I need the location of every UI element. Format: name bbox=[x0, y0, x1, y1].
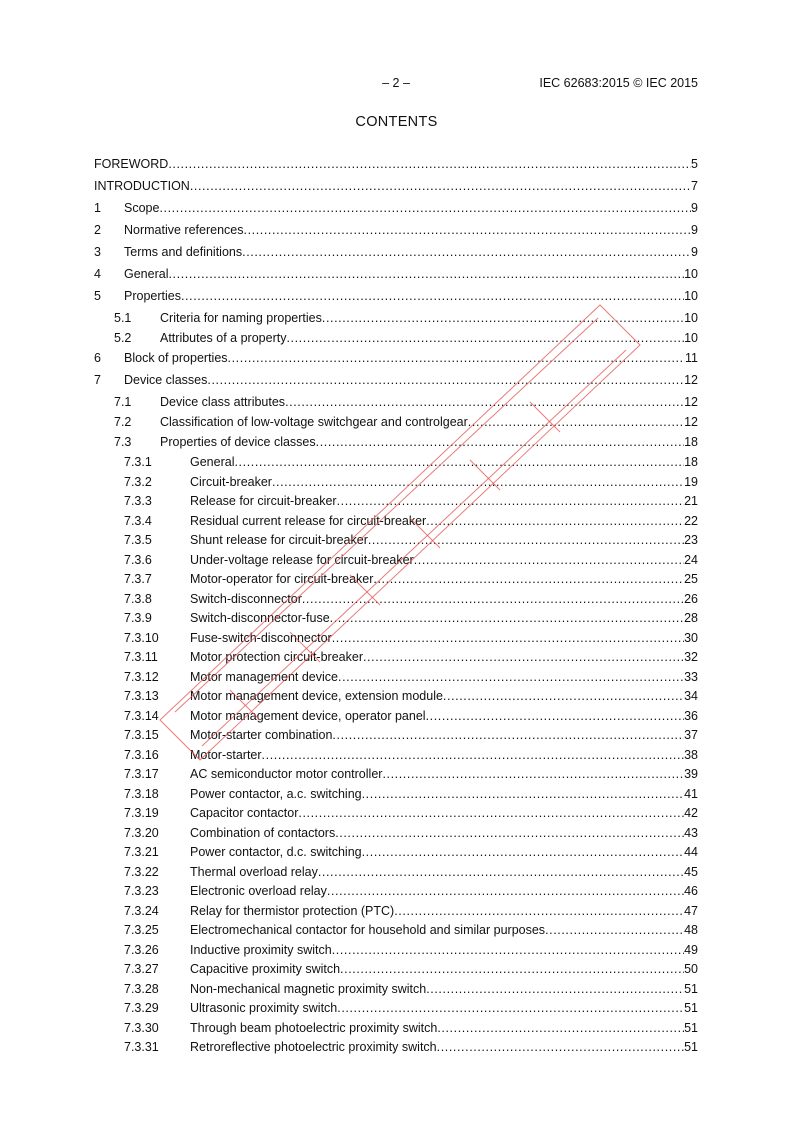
toc-entry-page: 39 bbox=[684, 767, 698, 781]
toc-entry-page: 21 bbox=[684, 494, 698, 508]
toc-entry-number: 7.3.18 bbox=[124, 786, 159, 801]
toc-leader-dots bbox=[332, 728, 684, 742]
toc-entry-number: 7.3.8 bbox=[124, 591, 152, 606]
toc-leader-dots bbox=[363, 650, 684, 664]
toc-leader-dots bbox=[426, 514, 684, 528]
toc-entry-number: 7.3.29 bbox=[124, 1001, 159, 1015]
toc-entry[interactable] bbox=[94, 943, 698, 963]
toc-entry-page: 51 bbox=[684, 1001, 698, 1015]
toc-entry-title: Fuse-switch-disconnector bbox=[190, 630, 332, 645]
toc-entry[interactable] bbox=[94, 553, 698, 573]
toc-entry[interactable] bbox=[94, 435, 698, 455]
toc-leader-dots bbox=[426, 982, 684, 996]
toc-entry[interactable] bbox=[94, 728, 698, 748]
toc-entry-number: 7.3.20 bbox=[124, 825, 159, 840]
toc-entry-number: 7.3.13 bbox=[124, 689, 159, 703]
toc-entry-page: 50 bbox=[684, 962, 698, 976]
toc-entry-number: 7.3 bbox=[114, 435, 132, 449]
toc-entry[interactable] bbox=[94, 1040, 698, 1060]
toc-entry[interactable] bbox=[94, 748, 698, 768]
toc-entry-page: 10 bbox=[684, 289, 698, 303]
toc-leader-dots bbox=[207, 373, 684, 387]
toc-leader-dots bbox=[373, 572, 684, 586]
toc-entry-number: 7.3.21 bbox=[124, 845, 159, 859]
toc-leader-dots bbox=[382, 767, 684, 781]
toc-entry-page: 9 bbox=[691, 223, 698, 237]
toc-entry-page: 34 bbox=[684, 689, 698, 703]
toc-entry-page: 47 bbox=[684, 903, 698, 918]
toc-leader-dots bbox=[286, 331, 684, 345]
toc-entry-page: 23 bbox=[684, 533, 698, 547]
toc-entry-title: Ultrasonic proximity switch bbox=[190, 1001, 338, 1015]
toc-entry-number: 7.3.14 bbox=[124, 708, 159, 723]
toc-entry-page: 32 bbox=[684, 650, 698, 664]
toc-entry-page: 36 bbox=[684, 708, 698, 723]
toc-entry-page: 30 bbox=[684, 630, 698, 645]
toc-leader-dots bbox=[337, 1001, 684, 1015]
toc-entry[interactable] bbox=[94, 865, 698, 885]
toc-entry[interactable] bbox=[94, 592, 698, 612]
toc-entry-title: Inductive proximity switch bbox=[190, 942, 332, 957]
toc-entry-title: Criteria for naming properties bbox=[160, 311, 322, 325]
toc-entry[interactable] bbox=[94, 267, 698, 289]
toc-entry-title: Attributes of a property bbox=[160, 331, 287, 345]
toc-leader-dots bbox=[262, 748, 685, 762]
toc-entry-number: 7.3.5 bbox=[124, 533, 152, 547]
toc-entry-page: 12 bbox=[684, 395, 698, 409]
toc-entry-number: 5.2 bbox=[114, 331, 132, 345]
toc-entry-title: Block of properties bbox=[124, 351, 228, 365]
toc-entry-number: 7.3.6 bbox=[124, 552, 152, 567]
toc-entry-page: 11 bbox=[685, 351, 698, 365]
toc-entry-title: Electronic overload relay bbox=[190, 884, 327, 898]
toc-entry-page: 44 bbox=[684, 845, 698, 859]
toc-entry-page: 51 bbox=[684, 1040, 698, 1054]
toc-leader-dots bbox=[228, 351, 685, 365]
toc-entry-title: Motor-operator for circuit-breaker bbox=[190, 572, 374, 586]
toc-leader-dots bbox=[242, 245, 691, 259]
toc-entry-number: 7.3.15 bbox=[124, 728, 159, 742]
toc-entry[interactable] bbox=[94, 904, 698, 924]
toc-entry-number: 7.3.9 bbox=[124, 611, 152, 625]
toc-entry-title: General bbox=[124, 267, 169, 281]
toc-entry-number: 3 bbox=[94, 245, 101, 259]
toc-entry-page: 25 bbox=[684, 572, 698, 586]
toc-leader-dots bbox=[362, 787, 684, 801]
toc-leader-dots bbox=[443, 689, 684, 703]
toc-leader-dots bbox=[234, 455, 684, 469]
toc-entry-title: Combination of contactors bbox=[190, 825, 336, 840]
toc-entry[interactable] bbox=[94, 179, 698, 201]
toc-entry-number: 7.3.12 bbox=[124, 669, 159, 684]
toc-entry-page: 22 bbox=[684, 513, 698, 528]
toc-entry-title: Power contactor, d.c. switching bbox=[190, 845, 362, 859]
toc-entry-number: 7.1 bbox=[114, 395, 132, 409]
toc-entry-number: 7.3.3 bbox=[124, 494, 152, 508]
toc-leader-dots bbox=[318, 865, 684, 879]
toc-entry-title: Capacitor contactor bbox=[190, 806, 299, 820]
toc-entry[interactable] bbox=[94, 767, 698, 787]
toc-entry[interactable] bbox=[94, 157, 698, 179]
toc-entry-number: 5.1 bbox=[114, 311, 132, 325]
page-header bbox=[94, 76, 698, 94]
toc-entry-number: 7.3.7 bbox=[124, 572, 152, 586]
toc-entry-page: 10 bbox=[684, 331, 698, 345]
page-number: – 2 – bbox=[382, 76, 410, 90]
toc-entry-number: 6 bbox=[94, 351, 101, 365]
toc-entry[interactable] bbox=[94, 289, 698, 311]
toc-entry[interactable] bbox=[94, 373, 698, 395]
toc-entry-title: Capacitive proximity switch bbox=[190, 962, 341, 976]
toc-leader-dots bbox=[426, 709, 685, 723]
toc-entry-number: 7.3.16 bbox=[124, 747, 159, 762]
toc-leader-dots bbox=[338, 670, 684, 684]
toc-entry-page: 45 bbox=[684, 864, 698, 879]
standard-reference: IEC 62683:2015 © IEC 2015 bbox=[539, 76, 698, 90]
toc-entry-title: Motor management device, extension module bbox=[190, 689, 443, 703]
toc-leader-dots bbox=[168, 157, 691, 171]
toc-entry-page: 10 bbox=[684, 311, 698, 325]
toc-entry-number: 7.3.31 bbox=[124, 1040, 159, 1054]
toc-entry-page: 10 bbox=[684, 267, 698, 281]
toc-entry[interactable] bbox=[94, 311, 698, 331]
toc-entry-title: Retroreflective photoelectric proximity switch bbox=[190, 1040, 437, 1054]
toc-leader-dots bbox=[337, 494, 685, 508]
toc-leader-dots bbox=[437, 1021, 684, 1035]
toc-entry-page: 43 bbox=[684, 825, 698, 840]
toc-leader-dots bbox=[159, 201, 691, 215]
toc-entry-number: 7 bbox=[94, 373, 101, 387]
toc-entry[interactable] bbox=[94, 962, 698, 982]
toc-leader-dots bbox=[190, 179, 691, 193]
toc-entry-title: Motor-starter combination bbox=[190, 728, 333, 742]
toc-entry-title: Device class attributes bbox=[160, 395, 286, 409]
toc-entry-number: 5 bbox=[94, 289, 101, 303]
toc-entry-title: Shunt release for circuit-breaker bbox=[190, 533, 368, 547]
contents-title: CONTENTS bbox=[355, 114, 438, 130]
toc-leader-dots bbox=[340, 962, 684, 976]
toc-leader-dots bbox=[437, 1040, 684, 1054]
toc-entry[interactable] bbox=[94, 572, 698, 592]
toc-entry-number: 7.3.4 bbox=[124, 513, 152, 528]
toc-entry-title: Residual current release for circuit-breaker bbox=[190, 513, 427, 528]
toc-entry[interactable] bbox=[94, 982, 698, 1002]
toc-entry-title: Classification of low-voltage switchgear and controlgear bbox=[160, 415, 468, 429]
toc-entry[interactable] bbox=[94, 650, 698, 670]
toc-entry-number: 7.3.24 bbox=[124, 903, 159, 918]
toc-leader-dots bbox=[272, 475, 684, 489]
toc-entry[interactable] bbox=[94, 787, 698, 807]
toc-entry-title: Under-voltage release for circuit-breaker bbox=[190, 552, 414, 567]
toc-entry-page: 33 bbox=[684, 669, 698, 684]
toc-leader-dots bbox=[322, 311, 684, 325]
toc-leader-dots bbox=[316, 435, 684, 449]
toc-entry-page: 38 bbox=[684, 747, 698, 762]
toc-entry-title: Release for circuit-breaker bbox=[190, 494, 337, 508]
toc-entry-title: Motor management device, operator panel bbox=[190, 708, 426, 723]
toc-entry-page: 12 bbox=[684, 415, 698, 429]
toc-leader-dots bbox=[298, 806, 684, 820]
toc-entry-page: 9 bbox=[691, 245, 698, 259]
toc-entry[interactable] bbox=[94, 709, 698, 729]
toc-leader-dots bbox=[302, 592, 684, 606]
toc-entry-number: 7.3.23 bbox=[124, 884, 159, 898]
toc-leader-dots bbox=[168, 267, 684, 281]
toc-entry-title: Electromechanical contactor for household and similar purposes bbox=[190, 923, 546, 937]
toc-entry-page: 42 bbox=[684, 806, 698, 820]
toc-leader-dots bbox=[414, 553, 684, 567]
toc-entry-number: 7.3.25 bbox=[124, 923, 159, 937]
toc-entry[interactable] bbox=[94, 670, 698, 690]
toc-entry-page: 18 bbox=[684, 455, 698, 469]
toc-entry-title: Power contactor, a.c. switching bbox=[190, 786, 362, 801]
toc-leader-dots bbox=[181, 289, 684, 303]
toc-entry-number: 7.3.1 bbox=[124, 455, 152, 469]
toc-entry[interactable] bbox=[94, 845, 698, 865]
toc-entry-number: 7.3.28 bbox=[124, 981, 159, 996]
toc-entry-page: 51 bbox=[684, 981, 698, 996]
toc-entry[interactable] bbox=[94, 689, 698, 709]
toc-entry-title: Non-mechanical magnetic proximity switch bbox=[190, 981, 427, 996]
toc-entry-title: Device classes bbox=[124, 373, 208, 387]
toc-entry-number: 4 bbox=[94, 267, 101, 281]
toc-entry-page: 12 bbox=[684, 373, 698, 387]
toc-entry-number: 7.2 bbox=[114, 415, 132, 429]
toc-entry-number: 7.3.10 bbox=[124, 630, 159, 645]
toc-entry-page: 37 bbox=[684, 728, 698, 742]
toc-entry-page: 7 bbox=[691, 179, 698, 193]
toc-leader-dots bbox=[327, 884, 684, 898]
toc-entry[interactable] bbox=[94, 806, 698, 826]
toc-leader-dots bbox=[545, 923, 684, 937]
toc-entry[interactable] bbox=[94, 826, 698, 846]
toc-entry-title: INTRODUCTION bbox=[94, 179, 190, 193]
toc-entry-page: 49 bbox=[684, 942, 698, 957]
toc-entry-title: Switch-disconnector-fuse bbox=[190, 611, 330, 625]
toc-entry[interactable] bbox=[94, 923, 698, 943]
toc-entry[interactable] bbox=[94, 494, 698, 514]
toc-leader-dots bbox=[368, 533, 684, 547]
toc-leader-dots bbox=[335, 826, 684, 840]
toc-entry[interactable] bbox=[94, 455, 698, 475]
toc-entry-number: 1 bbox=[94, 201, 101, 215]
toc-entry[interactable] bbox=[94, 514, 698, 534]
toc-entry-title: Properties of device classes bbox=[160, 435, 316, 449]
toc-entry-page: 46 bbox=[684, 884, 698, 898]
toc-entry-title: General bbox=[190, 455, 235, 469]
toc-entry-title: Through beam photoelectric proximity switch bbox=[190, 1020, 438, 1035]
toc-entry-page: 41 bbox=[684, 786, 698, 801]
toc-leader-dots bbox=[468, 415, 684, 429]
toc-entry-page: 51 bbox=[684, 1020, 698, 1035]
toc-entry-page: 48 bbox=[684, 923, 698, 937]
toc-entry[interactable] bbox=[94, 611, 698, 631]
toc-entry-title: Switch-disconnector bbox=[190, 591, 302, 606]
toc-leader-dots bbox=[244, 223, 692, 237]
toc-entry[interactable] bbox=[94, 533, 698, 553]
toc-entry[interactable] bbox=[94, 351, 698, 373]
toc-entry-title: Motor protection circuit-breaker bbox=[190, 650, 363, 664]
toc-entry-number: 7.3.2 bbox=[124, 474, 152, 489]
toc-entry-page: 24 bbox=[684, 552, 698, 567]
toc-entry-title: Thermal overload relay bbox=[190, 864, 318, 879]
toc-leader-dots bbox=[394, 904, 684, 918]
toc-entry[interactable] bbox=[94, 631, 698, 651]
toc-entry-page: 5 bbox=[691, 157, 698, 171]
toc-entry-title: FOREWORD bbox=[94, 157, 169, 171]
toc-entry-number: 7.3.19 bbox=[124, 806, 159, 820]
toc-entry-page: 26 bbox=[684, 591, 698, 606]
toc-entry-number: 7.3.11 bbox=[124, 650, 158, 664]
toc-entry-title: Motor management device bbox=[190, 669, 338, 684]
toc-entry-number: 7.3.30 bbox=[124, 1020, 159, 1035]
toc-leader-dots bbox=[332, 631, 684, 645]
toc-entry-page: 28 bbox=[684, 611, 698, 625]
toc-entry[interactable] bbox=[94, 1021, 698, 1041]
toc-entry[interactable] bbox=[94, 1001, 698, 1021]
table-of-contents bbox=[94, 157, 698, 1060]
toc-leader-dots bbox=[362, 845, 684, 859]
toc-entry[interactable] bbox=[94, 223, 698, 245]
toc-leader-dots bbox=[285, 395, 684, 409]
toc-entry-title: AC semiconductor motor controller bbox=[190, 767, 383, 781]
toc-entry[interactable] bbox=[94, 245, 698, 267]
toc-entry-title: Motor-starter bbox=[190, 747, 262, 762]
toc-entry-number: 7.3.17 bbox=[124, 767, 159, 781]
toc-entry-number: 7.3.26 bbox=[124, 942, 159, 957]
toc-entry[interactable] bbox=[94, 201, 698, 223]
toc-entry-title: Terms and definitions bbox=[124, 245, 243, 259]
toc-leader-dots bbox=[330, 611, 684, 625]
toc-entry-title: Scope bbox=[124, 201, 160, 215]
toc-entry-page: 18 bbox=[684, 435, 698, 449]
toc-entry[interactable] bbox=[94, 884, 698, 904]
toc-entry-title: Normative references bbox=[124, 223, 244, 237]
toc-entry-number: 2 bbox=[94, 223, 101, 237]
toc-entry[interactable] bbox=[94, 395, 698, 415]
toc-entry-number: 7.3.22 bbox=[124, 864, 159, 879]
toc-entry-title: Circuit-breaker bbox=[190, 474, 272, 489]
toc-entry[interactable] bbox=[94, 331, 698, 351]
toc-entry[interactable] bbox=[94, 415, 698, 435]
toc-entry-page: 9 bbox=[691, 201, 698, 215]
toc-entry-title: Relay for thermistor protection (PTC) bbox=[190, 903, 395, 918]
toc-entry-number: 7.3.27 bbox=[124, 962, 159, 976]
toc-entry-title: Properties bbox=[124, 289, 181, 303]
toc-entry[interactable] bbox=[94, 475, 698, 495]
toc-entry-page: 19 bbox=[684, 474, 698, 489]
toc-leader-dots bbox=[332, 943, 684, 957]
